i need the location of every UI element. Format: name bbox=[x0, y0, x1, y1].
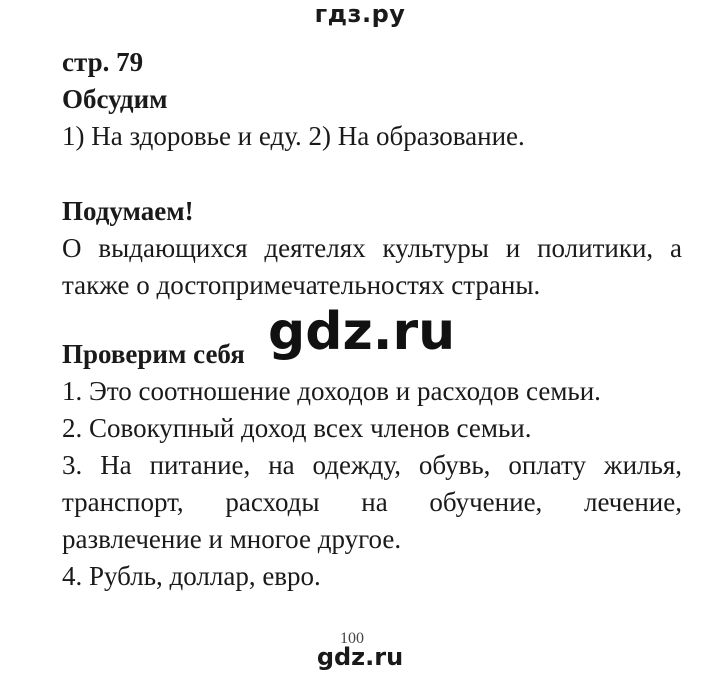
discuss-heading: Обсудим bbox=[62, 84, 168, 114]
check-heading: Проверим себя bbox=[62, 339, 245, 369]
page-number: 100 bbox=[340, 630, 364, 647]
site-footer-label[interactable]: gdz.ru bbox=[316, 643, 404, 671]
think-heading: Подумаем! bbox=[62, 196, 194, 226]
check-answer-2: 2. Совокупный доход всех членов семьи. bbox=[62, 413, 532, 443]
page-reference: стр. 79 bbox=[62, 47, 144, 77]
think-text: О выдающихся деятелях культуры и политики, а также о достопримечательностях страны. bbox=[62, 233, 682, 300]
section-spacer bbox=[62, 155, 682, 193]
check-answer-3: 3. На питание, на одежду, обувь, оплату жилья, транспорт, расходы на обучение, лечение, развлечение и многое другое. bbox=[62, 450, 682, 554]
check-answer-4: 4. Рубль, доллар, евро. bbox=[62, 561, 321, 591]
site-header-label[interactable]: гдз.ру bbox=[314, 0, 406, 28]
discuss-text: 1) На здоровье и еду. 2) На образование. bbox=[62, 121, 525, 151]
check-answer-1: 1. Это соотношение доходов и расходов семьи. bbox=[62, 376, 601, 406]
site-watermark: gdz.ru bbox=[268, 302, 456, 362]
